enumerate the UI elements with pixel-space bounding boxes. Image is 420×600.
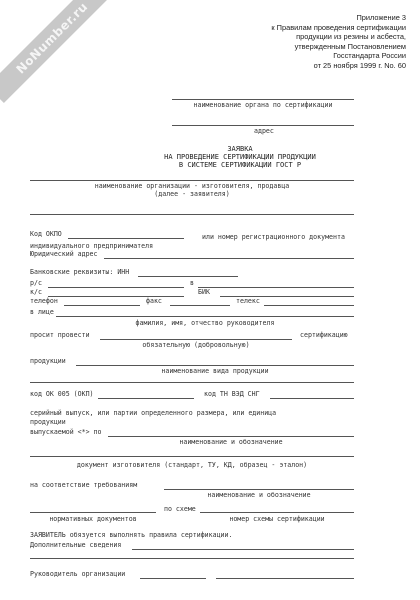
okpo-suffix: или номер регистрационного документа (202, 233, 345, 241)
head-name-line[interactable] (216, 578, 354, 579)
rs-label: р/с (30, 279, 42, 287)
appendix-line: к Правилам проведения сертификации (271, 22, 406, 32)
produced-label: продукции (30, 418, 66, 426)
name-designation-label: наименование и обозначение (179, 438, 283, 446)
head-label: фамилия, имя, отчество руководителя (135, 319, 275, 327)
phone-field-line[interactable] (64, 305, 140, 306)
extra-field-line[interactable] (132, 549, 354, 550)
issued-field-line-2[interactable] (30, 456, 354, 457)
in-person-label: в лице (30, 308, 54, 316)
normative-label: нормативных документов (49, 515, 137, 523)
issued-label: выпускаемой <*> по (30, 428, 102, 436)
head-signature-line[interactable] (140, 578, 206, 579)
appendix-line: продукции из резины и асбеста, (296, 32, 406, 42)
org-field-line[interactable] (30, 180, 354, 181)
bank-name-line[interactable] (198, 287, 354, 288)
form-title-line3: В СИСТЕМЕ СЕРТИФИКАЦИИ ГОСТ Р (178, 161, 302, 169)
fax-label: факс (146, 297, 162, 305)
form-title: ЗАЯВКА (227, 145, 253, 153)
head-org-label: Руководитель организации (30, 570, 126, 578)
telex-field-line[interactable] (264, 305, 354, 306)
address-label: адрес (254, 127, 274, 135)
request-suffix: сертификацию (300, 331, 348, 339)
inn-field-line[interactable] (138, 276, 238, 277)
organ-label: наименование органа по сертификации (193, 101, 333, 109)
mandatory-label: обязательную (добровольную) (142, 341, 250, 349)
ok005-label: код ОК 005 (ОКП) (30, 390, 94, 398)
product-name-label: наименование вида продукции (161, 367, 269, 375)
appendix-line: утвержденным Постановлением (294, 41, 406, 51)
request-label: просит провести (30, 331, 90, 339)
telex-label: телекс (236, 297, 260, 305)
ok005-field-line[interactable] (98, 398, 194, 399)
watermark-text: NoNumber.ru (13, 0, 91, 77)
fax-field-line[interactable] (170, 305, 230, 306)
in-person-field-line[interactable] (56, 316, 354, 317)
extra-field-line-2[interactable] (30, 558, 354, 559)
organ-field-line[interactable] (172, 99, 354, 100)
tnved-label: код ТН ВЭД СНГ (204, 390, 260, 398)
products-field-line[interactable] (76, 365, 354, 366)
okpo-line2: индивидуального предпринимателя (30, 242, 154, 250)
applicant-rules: ЗАЯВИТЕЛЬ обязуется выполнять правила сертификации. (30, 531, 233, 539)
appendix-line: от 25 ноября 1999 г. No. 60 (313, 60, 406, 70)
bank-in-label: в (190, 279, 194, 287)
ks-field-line[interactable] (48, 296, 184, 297)
products-field-line-2[interactable] (30, 382, 354, 383)
legal-address-label: Юридический адрес (30, 250, 98, 258)
appendix-header (186, 13, 406, 71)
compliance-label: на соответствие требованиям (30, 481, 138, 489)
docs-label: документ изготовителя (стандарт, ТУ, КД, образец - эталон) (76, 461, 308, 469)
serial-label: серийный выпуск, или партии определенного размера, или единица (30, 409, 277, 417)
phone-label: телефон (30, 297, 58, 305)
org-field-line-2[interactable] (30, 214, 354, 215)
compliance-field-line[interactable] (164, 489, 354, 490)
appendix-line: Госстандарта России (333, 51, 406, 61)
scheme-label: по схеме (164, 505, 196, 513)
org-label-2: (далее - заявителя) (154, 190, 230, 198)
watermark-band (0, 0, 117, 103)
org-label: наименование организации - изготовителя, продавца (94, 182, 290, 190)
request-field-line[interactable] (100, 339, 292, 340)
appendix-line: Приложение 3 (356, 13, 406, 22)
okpo-field-line[interactable] (68, 238, 184, 239)
compliance-name-label: наименование и обозначение (207, 491, 311, 499)
extra-label: Дополнительные сведения (30, 541, 122, 549)
ks-label: к/с (30, 288, 42, 296)
address-field-line[interactable] (172, 125, 354, 126)
scheme-field-line[interactable] (200, 512, 354, 513)
tnved-field-line[interactable] (270, 398, 354, 399)
legal-address-line[interactable] (104, 258, 354, 259)
bank-label: Банковские реквизиты: ИНН (30, 268, 130, 276)
normative-field-line[interactable] (30, 512, 156, 513)
form-title-line2: НА ПРОВЕДЕНИЕ СЕРТИФИКАЦИИ ПРОДУКЦИИ (164, 153, 316, 161)
rs-field-line[interactable] (48, 287, 184, 288)
bik-label: БИК (198, 288, 210, 296)
issued-field-line[interactable] (108, 436, 354, 437)
scheme-number-label: номер схемы сертификации (229, 515, 325, 523)
okpo-label: Код ОКПО (30, 230, 62, 238)
products-label: продукции (30, 357, 66, 365)
